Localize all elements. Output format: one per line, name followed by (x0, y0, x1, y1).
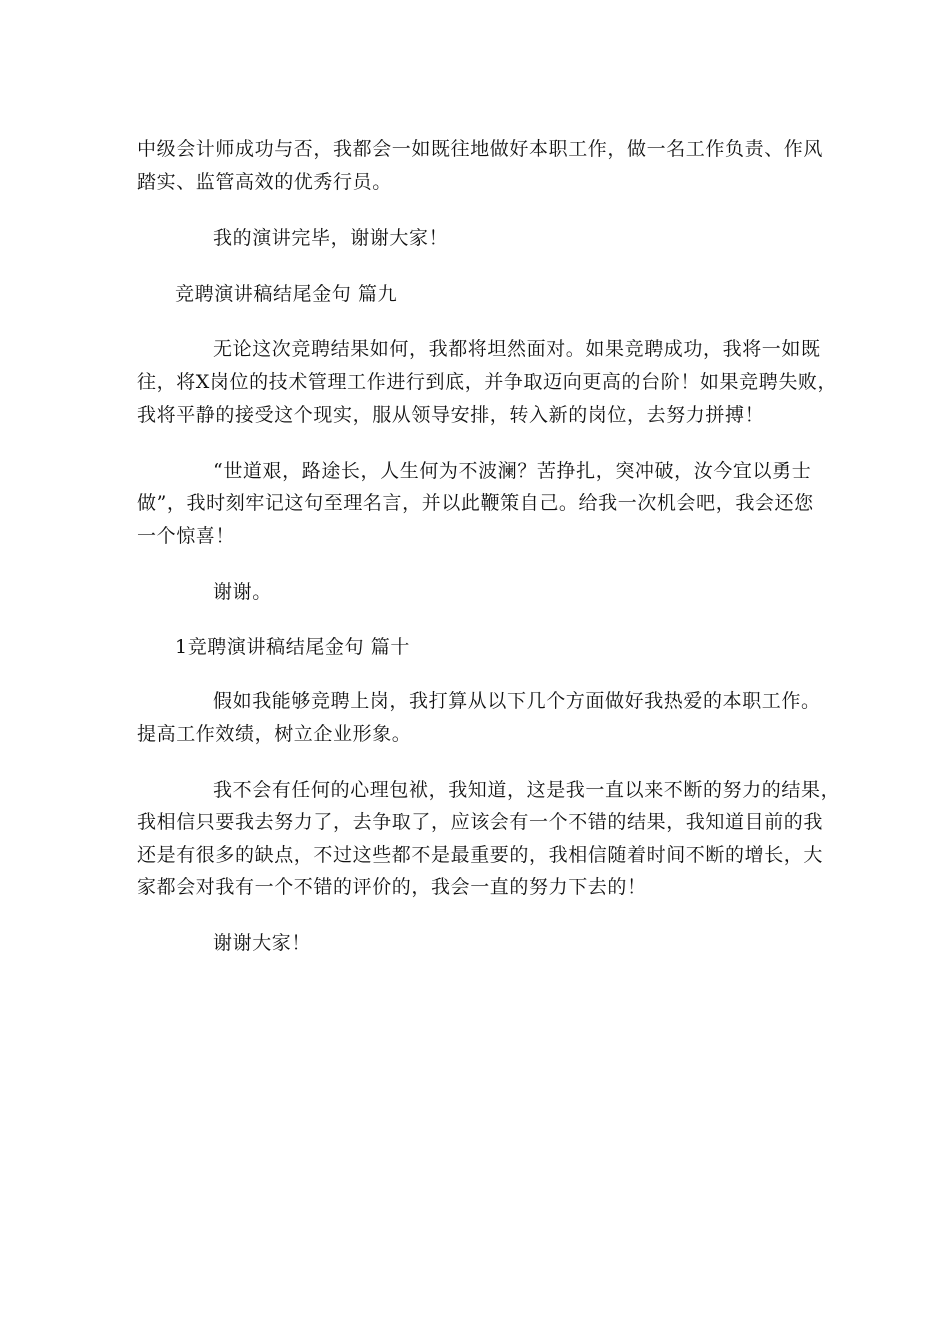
paragraph-6-line-1: 假如我能够竞聘上岗，我打算从以下几个方面做好我热爱的本职工作。 (213, 690, 821, 712)
paragraph-7-line-3: 还是有很多的缺点，不过这些都不是最重要的，我相信随着时间不断的增长，大 (137, 844, 824, 866)
section-heading-9: 竞聘演讲稿结尾金句 篇九 (175, 283, 398, 305)
paragraph-3-line-2: 往，将X岗位的技术管理工作进行到底，并争取迈向更高的台阶！如果竞聘失败， (137, 371, 838, 393)
paragraph-4-line-3: 一个惊喜！ (137, 525, 236, 547)
paragraph-1-line-2: 踏实、监管高效的优秀行员。 (137, 171, 392, 193)
paragraph-7-line-2: 我相信只要我去努力了，去争取了，应该会有一个不错的结果，我知道目前的我 (137, 811, 824, 833)
paragraph-1-line-1: 中级会计师成功与否，我都会一如既往地做好本职工作，做一名工作负责、作风 (137, 138, 824, 160)
paragraph-4-line-1: “世道艰，路途长，人生何为不波澜？苦挣扎，突冲破，汝今宜以勇士 (213, 460, 812, 482)
paragraph-3-line-3: 我将平静的接受这个现实，服从领导安排，转入新的岗位，去努力拼搏！ (137, 404, 765, 426)
section-heading-10: 1竞聘演讲稿结尾金句 篇十 (175, 636, 410, 658)
paragraph-3-line-1: 无论这次竞聘结果如何，我都将坦然面对。如果竞聘成功，我将一如既 (213, 338, 821, 360)
paragraph-8-line-1: 谢谢大家！ (213, 932, 312, 954)
paragraph-7-line-4: 家都会对我有一个不错的评价的，我会一直的努力下去的！ (137, 876, 647, 898)
paragraph-7-line-1: 我不会有任何的心理包袱，我知道，这是我一直以来不断的努力的结果， (213, 779, 841, 801)
paragraph-6-line-2: 提高工作效绩，树立企业形象。 (137, 723, 412, 745)
paragraph-4-line-2: 做”，我时刻牢记这句至理名言，并以此鞭策自己。给我一次机会吧，我会还您 (137, 492, 814, 514)
paragraph-5-line-1: 谢谢。 (213, 581, 272, 603)
paragraph-2-line-1: 我的演讲完毕，谢谢大家！ (213, 227, 449, 249)
